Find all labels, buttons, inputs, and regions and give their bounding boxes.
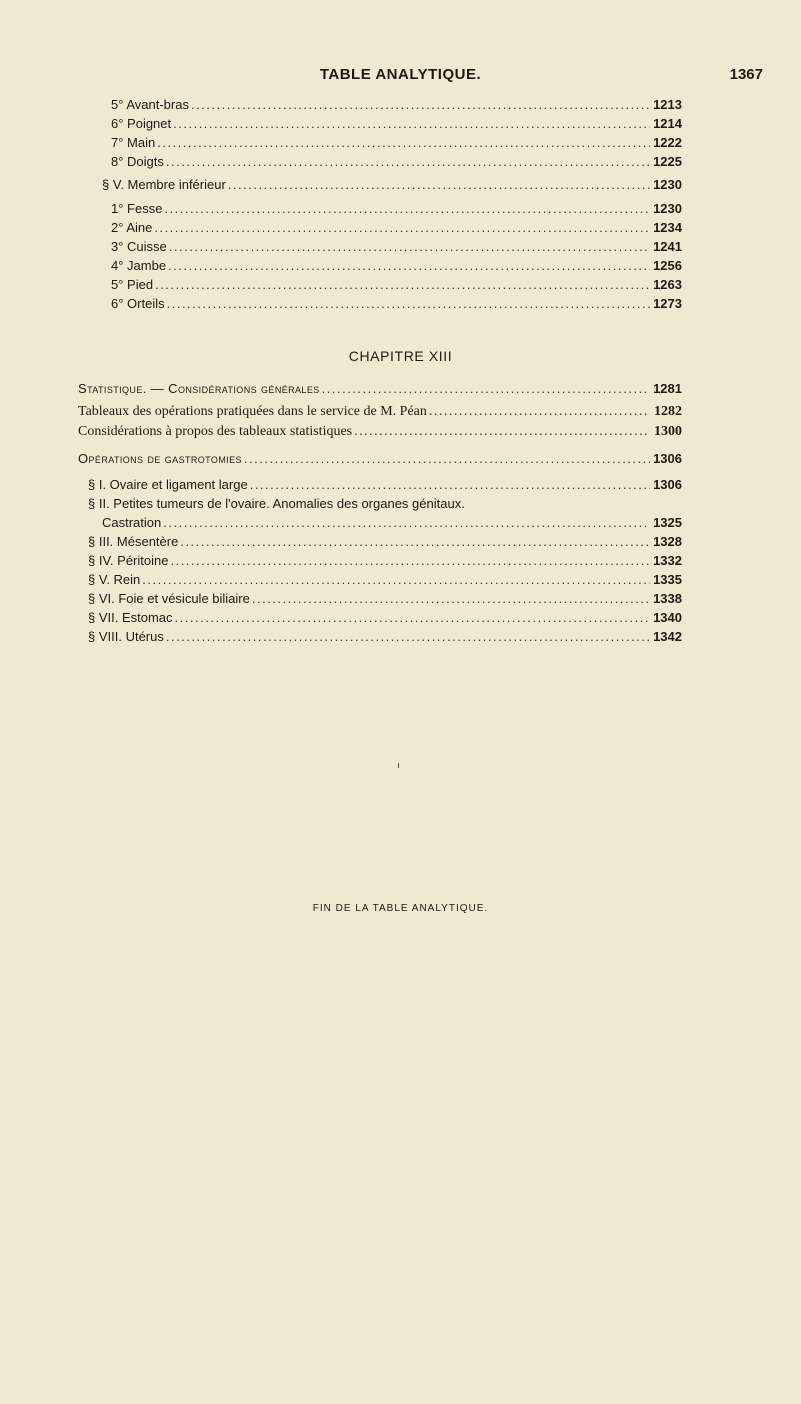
chapter-heading: CHAPITRE XIII <box>348 348 453 364</box>
toc-entry-label: § VI. Foie et vésicule biliaire <box>88 591 250 606</box>
toc-entry <box>88 553 682 570</box>
leader-dots <box>173 116 650 131</box>
toc-entry-page: 1234 <box>653 220 682 235</box>
toc-entry-page: 1222 <box>653 135 682 150</box>
toc-entry <box>111 154 682 171</box>
toc-entry-label: § VIII. Utérus <box>88 629 164 644</box>
toc-entry-page: 1306 <box>653 477 682 492</box>
toc-entry-page: 1342 <box>653 629 682 644</box>
toc-entry <box>111 201 682 218</box>
toc-entry-page: 1340 <box>653 610 682 625</box>
toc-entry-label: § V. Rein <box>88 572 141 587</box>
toc-entry <box>88 610 682 627</box>
toc-entry <box>78 424 682 441</box>
leader-dots <box>228 177 650 192</box>
toc-entry-label: § VII. Estomac <box>88 610 173 625</box>
leader-dots <box>170 553 650 568</box>
toc-entry <box>88 477 682 494</box>
leader-dots <box>175 610 650 625</box>
leader-dots <box>429 404 650 420</box>
toc-entry-label: 6° Poignet <box>111 116 172 131</box>
toc-entry-page: 1306 <box>653 451 682 466</box>
toc-entry <box>111 258 682 275</box>
toc-entry <box>111 220 682 237</box>
leader-dots <box>157 135 650 150</box>
toc-entry <box>78 404 682 421</box>
toc-entry-page: 1281 <box>653 381 682 396</box>
toc-entry <box>88 534 682 551</box>
leader-dots <box>164 201 650 216</box>
toc-entry <box>111 116 682 133</box>
toc-entry-label: Castration <box>102 515 162 530</box>
toc-entry-page: 1263 <box>653 277 682 292</box>
toc-entry-label: Statistique. — Considérations générales <box>78 381 320 396</box>
toc-entry <box>111 296 682 313</box>
leader-dots <box>180 534 650 549</box>
toc-entry-label: Considérations à propos des tableaux statistiques <box>78 424 353 439</box>
toc-entry <box>88 629 682 646</box>
toc-entry <box>111 135 682 152</box>
toc-entry <box>111 97 682 114</box>
toc-entry-label: 3° Cuisse <box>111 239 167 254</box>
toc-entry-page: 1338 <box>653 591 682 606</box>
leader-dots <box>250 477 650 492</box>
toc-entry-label: 7° Main <box>111 135 156 150</box>
toc-entry <box>111 239 682 256</box>
leader-dots <box>166 629 650 644</box>
leader-dots <box>169 239 650 254</box>
end-of-table-note: FIN DE LA TABLE ANALYTIQUE. <box>312 903 489 914</box>
toc-entry-page: 1241 <box>653 239 682 254</box>
leader-dots <box>168 258 650 273</box>
toc-entry-label: Opérations de gastrotomies <box>78 451 242 466</box>
leader-dots <box>354 424 650 440</box>
toc-entry-label: 8° Doigts <box>111 154 164 169</box>
toc-entry-page: 1332 <box>653 553 682 568</box>
section-two-heading: § II. Petites tumeurs de l'ovaire. Anomalies des organes génitaux. <box>88 496 465 511</box>
toc-entry-page: 1325 <box>653 515 682 530</box>
toc-entry-page: 1230 <box>653 201 682 216</box>
toc-entry-page: 1256 <box>653 258 682 273</box>
toc-entry <box>78 381 682 398</box>
leader-dots <box>191 97 650 112</box>
toc-entry-label: 6° Orteils <box>111 296 165 311</box>
leader-dots <box>252 591 650 606</box>
toc-entry-label: 1° Fesse <box>111 201 163 216</box>
page-number: 1367 <box>729 66 763 83</box>
toc-entry-label: § I. Ovaire et ligament large <box>88 477 248 492</box>
leader-dots <box>166 154 650 169</box>
leader-dots <box>154 220 650 235</box>
toc-entry <box>102 515 682 532</box>
leader-dots <box>244 451 650 466</box>
toc-entry-label: 2° Aine <box>111 220 153 235</box>
toc-entry-label: § V. Membre inférieur <box>102 177 226 192</box>
toc-entry-page: 1328 <box>653 534 682 549</box>
toc-entry <box>102 177 682 194</box>
toc-entry-label: § IV. Péritoine <box>88 553 169 568</box>
toc-entry-page: 1335 <box>653 572 682 587</box>
leader-dots <box>155 277 650 292</box>
toc-entry <box>78 451 682 468</box>
running-title: TABLE ANALYTIQUE. <box>319 66 482 83</box>
toc-entry-label: 5° Pied <box>111 277 154 292</box>
toc-entry-page: 1282 <box>654 404 682 419</box>
toc-entry-label: 4° Jambe <box>111 258 167 273</box>
toc-entry-label: § III. Mésentère <box>88 534 179 549</box>
paper-speck <box>398 763 399 768</box>
toc-entry-page: 1225 <box>653 154 682 169</box>
toc-entry <box>88 572 682 589</box>
toc-entry-page: 1213 <box>653 97 682 112</box>
toc-entry-page: 1230 <box>653 177 682 192</box>
toc-entry-page: 1214 <box>653 116 682 131</box>
toc-entry-label: 5° Avant-bras <box>111 97 189 112</box>
toc-entry-page: 1300 <box>654 424 682 439</box>
leader-dots <box>142 572 650 587</box>
toc-entry <box>88 591 682 608</box>
toc-entry-page: 1273 <box>653 296 682 311</box>
leader-dots <box>163 515 650 530</box>
toc-entry <box>111 277 682 294</box>
leader-dots <box>167 296 650 311</box>
leader-dots <box>322 381 650 396</box>
toc-entry-label: Tableaux des opérations pratiquées dans le service de M. Péan <box>78 404 427 419</box>
